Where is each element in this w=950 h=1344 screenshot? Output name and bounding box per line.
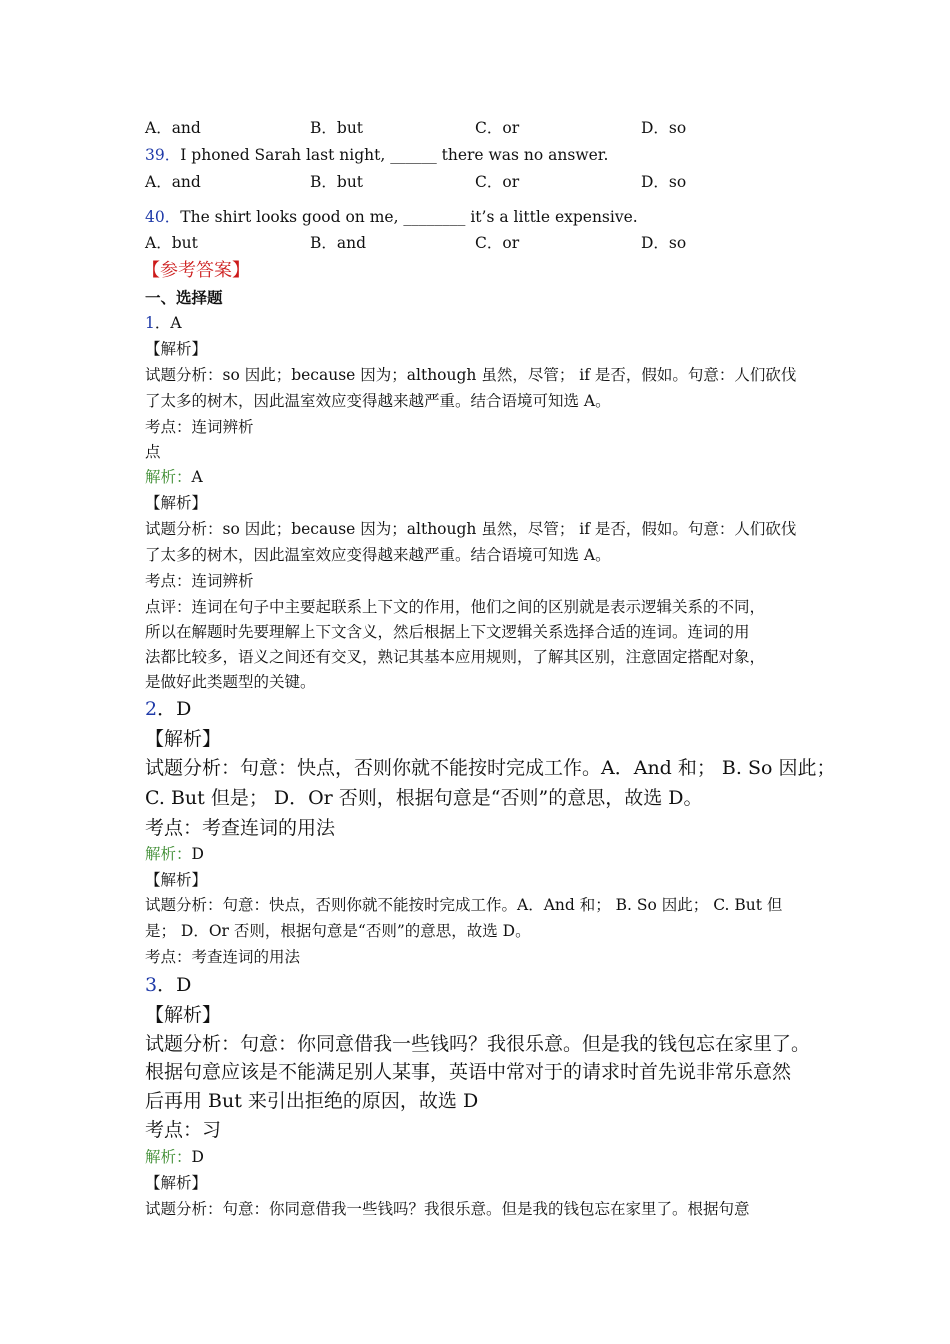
q39-option-c: C．or	[475, 173, 520, 191]
answer-3-analysis-line2: 根据句意应该是不能满足别人某事，英语中常对于的请求时首先说非常乐意然	[145, 1061, 792, 1083]
q39-option-b: B．but	[310, 173, 364, 191]
answer-heading: 【参考答案】	[142, 260, 250, 281]
answer-3-analysis-line3: 后再用 But 来引出拒绝的原因，故选 D	[145, 1090, 479, 1112]
q40-option-a: A．but	[145, 234, 198, 252]
answer-3-jiexi-tag-2: 【解析】	[145, 1174, 208, 1192]
answer-3-analysis2-line1: 试题分析：句意：你同意借我一些钱吗？我很乐意。但是我的钱包忘在家里了。根据句意	[145, 1200, 750, 1218]
answer-1-jiexi-tag-2: 【解析】	[145, 494, 208, 512]
answer-2-jiexi: 解析：D	[145, 845, 204, 863]
answer-3-kaodian: 考点：习	[145, 1119, 222, 1141]
q39-option-a: A．and	[145, 173, 201, 191]
q40-stem: 40．The shirt looks good on me, ________ it’s a little expensive.	[145, 208, 638, 226]
answer-1-number: 1	[145, 314, 155, 332]
answer-1-dianping-line1: 点评：连词在句子中主要起联系上下文的作用，他们之间的区别就是表示逻辑关系的不同，	[145, 598, 766, 616]
answer-2-kaodian-2: 考点：考查连词的用法	[145, 948, 301, 966]
answer-2-analysis2-line1: 试题分析：句意：快点，否则你就不能按时完成工作。A．And 和； B. So 因此； C. But 但	[145, 896, 783, 914]
answer-2-analysis-line1: 试题分析：句意：快点，否则你就不能按时完成工作。A．And 和； B. So 因此；	[145, 757, 836, 779]
answer-1-analysis2-line1: 试题分析：so 因此；because 因为；although 虽然，尽管； if 是否，假如。句意：人们砍伐	[145, 520, 797, 538]
answer-2-kaodian: 考点：考查连词的用法	[145, 817, 336, 839]
answer-3-analysis-line1: 试题分析：句意：你同意借我一些钱吗？我很乐意。但是我的钱包忘在家里了。	[145, 1033, 811, 1055]
answer-1-analysis-line1: 试题分析：so 因此；because 因为；although 虽然，尽管； if 是否，假如。句意：人们砍伐	[145, 366, 797, 384]
q40-option-b: B．and	[310, 234, 367, 252]
q40-text: The shirt looks good on me, ________ it’s a little expensive.	[180, 208, 638, 226]
answer-2-jiexi-tag-2: 【解析】	[145, 871, 208, 889]
answer-3: 3．D	[145, 974, 192, 996]
answer-2-number: 2	[145, 698, 158, 720]
q39-number: 39	[145, 146, 165, 164]
answer-3-jiexi-tag: 【解析】	[145, 1004, 222, 1026]
answer-2: 2．D	[145, 698, 192, 720]
q40-option-d: D．so	[641, 234, 687, 252]
section-heading: 一、选择题	[145, 288, 223, 307]
q39-text: I phoned Sarah last night, ______ there was no answer.	[180, 146, 609, 164]
answer-2-jiexi-tag: 【解析】	[145, 728, 222, 750]
answer-3-number: 3	[145, 974, 158, 996]
q38-option-d: D．so	[641, 119, 687, 137]
jiexi-label: 解析：	[145, 468, 192, 486]
answer-1-analysis-line2: 了太多的树木，因此温室效应变得越来越严重。结合语境可知选 A。	[145, 392, 611, 410]
answer-1-jiexi: 解析：A	[145, 468, 203, 486]
answer-1: 1．A	[145, 314, 182, 332]
answer-1-dianping-line2: 所以在解题时先要理解上下文含义，然后根据上下文逻辑关系选择合适的连词。连词的用	[145, 623, 750, 641]
q40-number: 40	[145, 208, 165, 226]
answer-2-analysis2-line2: 是； D．Or 否则，根据句意是“否则”的意思，故选 D。	[145, 922, 531, 940]
q40-option-c: C．or	[475, 234, 520, 252]
q38-option-c: C．or	[475, 119, 520, 137]
answer-1-dian: 点	[145, 443, 161, 461]
answer-2-analysis-line2: C. But 但是； D．Or 否则，根据句意是“否则”的意思，故选 D。	[145, 787, 703, 809]
answer-1-jiexi-tag: 【解析】	[145, 340, 208, 358]
q38-option-b: B．but	[310, 119, 364, 137]
answer-1-analysis2-line2: 了太多的树木，因此温室效应变得越来越严重。结合语境可知选 A。	[145, 546, 611, 564]
jiexi-label: 解析：	[145, 845, 192, 863]
answer-3-jiexi: 解析：D	[145, 1148, 204, 1166]
q39-stem: 39．I phoned Sarah last night, ______ there was no answer.	[145, 146, 609, 164]
answer-1-dianping-line4: 是做好此类题型的关键。	[145, 673, 316, 691]
q39-option-d: D．so	[641, 173, 687, 191]
q38-option-a: A．and	[145, 119, 201, 137]
answer-1-dianping-line3: 法都比较多，语义之间还有交叉，熟记其基本应用规则，了解其区别，注意固定搭配对象，	[145, 648, 766, 666]
answer-1-kaodian: 考点：连词辨析	[145, 418, 254, 436]
answer-1-kaodian-2: 考点：连词辨析	[145, 572, 254, 590]
jiexi-label: 解析：	[145, 1148, 192, 1166]
